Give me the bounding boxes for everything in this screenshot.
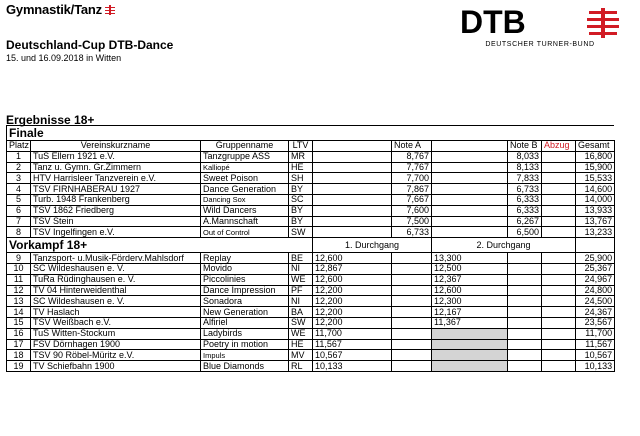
table-row bbox=[7, 216, 615, 227]
d2-cell-empty bbox=[432, 339, 508, 350]
empty-cell bbox=[542, 339, 576, 350]
vorkampf-heading-row bbox=[7, 238, 615, 253]
verein-cell: TV Schiefbahn 1900 bbox=[31, 361, 201, 372]
empty-cell bbox=[313, 173, 392, 184]
note-a-cell: 7,700 bbox=[392, 173, 432, 184]
platz-cell: 12 bbox=[7, 285, 31, 296]
empty-cell bbox=[392, 253, 432, 264]
abzug-cell bbox=[542, 173, 576, 184]
note-a-cell: 7,600 bbox=[392, 205, 432, 216]
empty-cell bbox=[542, 350, 576, 361]
table-row bbox=[7, 263, 615, 274]
gruppe-cell: Movido bbox=[201, 263, 289, 274]
ltv-cell: MR bbox=[289, 151, 313, 162]
platz-cell: 2 bbox=[7, 162, 31, 173]
empty-cell bbox=[542, 328, 576, 339]
gesamt-cell: 15,533 bbox=[576, 173, 615, 184]
verein-cell: Tanzsport- u.Musik-Förderv.Mahlsdorf bbox=[31, 253, 201, 264]
gesamt-cell: 13,933 bbox=[576, 205, 615, 216]
col-header-note-a: Note A bbox=[392, 141, 432, 152]
abzug-cell bbox=[542, 205, 576, 216]
gruppe-cell: Sweet Poison bbox=[201, 173, 289, 184]
note-b-cell: 6,333 bbox=[508, 194, 542, 205]
gesamt-cell: 13,233 bbox=[576, 227, 615, 238]
dtb-small-emblem-icon bbox=[105, 5, 115, 15]
verein-cell: TuS Witten-Stockum bbox=[31, 328, 201, 339]
gruppe-cell: Sonadora bbox=[201, 296, 289, 307]
ltv-cell: SH bbox=[289, 173, 313, 184]
platz-cell: 13 bbox=[7, 296, 31, 307]
gruppe-cell: Alfiriel bbox=[201, 317, 289, 328]
gruppe-cell: Out of Control bbox=[201, 227, 289, 238]
gesamt-cell: 23,567 bbox=[576, 317, 615, 328]
col-header-abzug: Abzug bbox=[542, 141, 576, 152]
table-row bbox=[7, 227, 615, 238]
empty-cell bbox=[508, 263, 542, 274]
d1-cell: 10,567 bbox=[313, 350, 392, 361]
empty-cell bbox=[542, 274, 576, 285]
note-a-cell: 7,667 bbox=[392, 194, 432, 205]
empty-cell bbox=[432, 194, 508, 205]
gruppe-cell: New Generation bbox=[201, 307, 289, 318]
platz-cell: 19 bbox=[7, 361, 31, 372]
d1-cell: 12,200 bbox=[313, 285, 392, 296]
col-header-empty bbox=[432, 141, 508, 152]
table-row bbox=[7, 317, 615, 328]
platz-cell: 9 bbox=[7, 253, 31, 264]
empty-cell bbox=[313, 216, 392, 227]
empty-cell bbox=[508, 328, 542, 339]
platz-cell: 17 bbox=[7, 339, 31, 350]
d2-cell-empty bbox=[432, 328, 508, 339]
empty-cell bbox=[542, 317, 576, 328]
empty-cell bbox=[508, 296, 542, 307]
ltv-cell: MV bbox=[289, 350, 313, 361]
d1-cell: 12,600 bbox=[313, 253, 392, 264]
vorkampf-heading: Vorkampf 18+ bbox=[7, 238, 313, 253]
ltv-cell: BE bbox=[289, 253, 313, 264]
empty-cell bbox=[542, 307, 576, 318]
verein-cell: TSV Weißbach e.V. bbox=[31, 317, 201, 328]
ltv-cell: PF bbox=[289, 285, 313, 296]
gruppe-cell: Dance Generation bbox=[201, 184, 289, 195]
table-row bbox=[7, 194, 615, 205]
abzug-cell bbox=[542, 151, 576, 162]
finale-header-row bbox=[7, 141, 615, 152]
finale-heading-row bbox=[7, 126, 615, 141]
platz-cell: 15 bbox=[7, 317, 31, 328]
ltv-cell: BY bbox=[289, 205, 313, 216]
empty-cell bbox=[508, 307, 542, 318]
gesamt-cell: 15,900 bbox=[576, 162, 615, 173]
empty-cell bbox=[542, 285, 576, 296]
ltv-cell: NI bbox=[289, 263, 313, 274]
platz-cell: 14 bbox=[7, 307, 31, 318]
ltv-cell: BY bbox=[289, 184, 313, 195]
empty-cell bbox=[392, 361, 432, 372]
empty-cell bbox=[392, 274, 432, 285]
empty-cell bbox=[542, 361, 576, 372]
ltv-cell: SW bbox=[289, 227, 313, 238]
verein-cell: TV Haslach bbox=[31, 307, 201, 318]
ltv-cell: SC bbox=[289, 194, 313, 205]
gruppe-cell: Replay bbox=[201, 253, 289, 264]
dtb-emblem-icon bbox=[586, 8, 620, 38]
gesamt-cell: 24,500 bbox=[576, 296, 615, 307]
empty-cell bbox=[508, 339, 542, 350]
col-header-empty bbox=[313, 141, 392, 152]
d1-cell: 10,133 bbox=[313, 361, 392, 372]
empty-cell bbox=[508, 317, 542, 328]
ltv-cell: WE bbox=[289, 274, 313, 285]
gruppe-cell: Poetry in motion bbox=[201, 339, 289, 350]
gesamt-cell: 24,967 bbox=[576, 274, 615, 285]
note-b-cell: 6,267 bbox=[508, 216, 542, 227]
gruppe-cell: Kalliopé bbox=[201, 162, 289, 173]
verein-cell: TSV Stein bbox=[31, 216, 201, 227]
logo-text: Gymnastik/Tanz bbox=[6, 2, 102, 17]
dtb-subtitle: DEUTSCHER TURNER-BUND bbox=[485, 41, 595, 48]
platz-cell: 5 bbox=[7, 194, 31, 205]
verein-cell: SC Wildeshausen e. V. bbox=[31, 296, 201, 307]
platz-cell: 18 bbox=[7, 350, 31, 361]
empty-cell bbox=[432, 173, 508, 184]
ltv-cell: BA bbox=[289, 307, 313, 318]
table-row bbox=[7, 253, 615, 264]
platz-cell: 16 bbox=[7, 328, 31, 339]
empty-cell bbox=[392, 317, 432, 328]
gesamt-cell: 14,000 bbox=[576, 194, 615, 205]
verein-cell: HTV Harrisleer Tanzverein e.V. bbox=[31, 173, 201, 184]
platz-cell: 7 bbox=[7, 216, 31, 227]
results-heading: Ergebnisse 18+ bbox=[6, 113, 95, 127]
empty-cell bbox=[313, 205, 392, 216]
empty-cell bbox=[392, 296, 432, 307]
gesamt-cell: 25,900 bbox=[576, 253, 615, 264]
note-a-cell: 6,733 bbox=[392, 227, 432, 238]
gruppe-cell: Dance Impression bbox=[201, 285, 289, 296]
gruppe-cell: Wild Dancers bbox=[201, 205, 289, 216]
note-b-cell: 8,033 bbox=[508, 151, 542, 162]
platz-cell: 4 bbox=[7, 184, 31, 195]
gruppe-cell: Tanzgruppe ASS bbox=[201, 151, 289, 162]
d2-cell: 12,500 bbox=[432, 263, 508, 274]
durchgang-1-label: 1. Durchgang bbox=[313, 238, 432, 253]
empty-cell bbox=[313, 162, 392, 173]
platz-cell: 8 bbox=[7, 227, 31, 238]
table-row bbox=[7, 328, 615, 339]
empty-cell bbox=[432, 162, 508, 173]
empty-cell bbox=[508, 274, 542, 285]
empty-cell bbox=[508, 350, 542, 361]
table-row bbox=[7, 173, 615, 184]
table-row bbox=[7, 274, 615, 285]
verein-cell: Tanz u. Gymn. Gr.Zimmern bbox=[31, 162, 201, 173]
col-header-gruppe: Gruppenname bbox=[201, 141, 289, 152]
empty-cell bbox=[508, 253, 542, 264]
d2-cell: 12,300 bbox=[432, 296, 508, 307]
gesamt-cell: 25,367 bbox=[576, 263, 615, 274]
note-a-cell: 7,500 bbox=[392, 216, 432, 227]
abzug-cell bbox=[542, 162, 576, 173]
dtb-logo bbox=[460, 6, 620, 50]
table-row bbox=[7, 205, 615, 216]
verein-cell: TSV FIRNHABERAU 1927 bbox=[31, 184, 201, 195]
table-row bbox=[7, 350, 615, 361]
d2-cell: 13,300 bbox=[432, 253, 508, 264]
abzug-cell bbox=[542, 184, 576, 195]
empty-cell bbox=[432, 205, 508, 216]
verein-cell: FSV Dörnhagen 1900 bbox=[31, 339, 201, 350]
empty-cell bbox=[392, 350, 432, 361]
abzug-cell bbox=[542, 227, 576, 238]
note-b-cell: 6,733 bbox=[508, 184, 542, 195]
d1-cell: 12,867 bbox=[313, 263, 392, 274]
ltv-cell: WE bbox=[289, 328, 313, 339]
gesamt-cell: 11,567 bbox=[576, 339, 615, 350]
empty-cell bbox=[432, 227, 508, 238]
gruppe-cell: Dancing Sox bbox=[201, 194, 289, 205]
table-row bbox=[7, 151, 615, 162]
d2-cell-empty bbox=[432, 361, 508, 372]
note-b-cell: 6,333 bbox=[508, 205, 542, 216]
gruppe-cell: A.Mannschaft bbox=[201, 216, 289, 227]
empty-cell bbox=[392, 263, 432, 274]
gruppe-cell: Blue Diamonds bbox=[201, 361, 289, 372]
empty-cell bbox=[542, 263, 576, 274]
gesamt-cell: 10,133 bbox=[576, 361, 615, 372]
gesamt-cell: 10,567 bbox=[576, 350, 615, 361]
empty-cell bbox=[508, 285, 542, 296]
table-row bbox=[7, 339, 615, 350]
note-b-cell: 6,500 bbox=[508, 227, 542, 238]
platz-cell: 1 bbox=[7, 151, 31, 162]
verein-cell: Turb. 1948 Frankenberg bbox=[31, 194, 201, 205]
verein-cell: TuRa Rüdinghausen e. V. bbox=[31, 274, 201, 285]
gruppe-cell: Impuls bbox=[201, 350, 289, 361]
gruppe-cell: Piccolinies bbox=[201, 274, 289, 285]
dtb-brand: DTB bbox=[460, 4, 526, 40]
abzug-cell bbox=[542, 216, 576, 227]
d1-cell: 12,200 bbox=[313, 296, 392, 307]
col-header-platz: Platz bbox=[7, 141, 31, 152]
d1-cell: 11,567 bbox=[313, 339, 392, 350]
verein-cell: TSV 90 Röbel-Müritz e.V. bbox=[31, 350, 201, 361]
d2-cell: 12,600 bbox=[432, 285, 508, 296]
table-row bbox=[7, 285, 615, 296]
d1-cell: 12,200 bbox=[313, 317, 392, 328]
empty-cell bbox=[432, 184, 508, 195]
ltv-cell: HE bbox=[289, 339, 313, 350]
gesamt-cell: 13,767 bbox=[576, 216, 615, 227]
col-header-gesamt: Gesamt bbox=[576, 141, 615, 152]
results-table bbox=[6, 126, 615, 372]
note-b-cell: 8,133 bbox=[508, 162, 542, 173]
empty-cell bbox=[542, 296, 576, 307]
empty-cell bbox=[542, 253, 576, 264]
platz-cell: 3 bbox=[7, 173, 31, 184]
d1-cell: 12,200 bbox=[313, 307, 392, 318]
verein-cell: TV 04 Hinterweidenthal bbox=[31, 285, 201, 296]
empty-cell bbox=[313, 194, 392, 205]
col-header-verein: Vereinskurzname bbox=[31, 141, 201, 152]
gesamt-cell: 24,800 bbox=[576, 285, 615, 296]
table-row bbox=[7, 307, 615, 318]
note-a-cell: 7,767 bbox=[392, 162, 432, 173]
empty-cell bbox=[576, 238, 615, 253]
ltv-cell: BY bbox=[289, 216, 313, 227]
d2-cell: 12,167 bbox=[432, 307, 508, 318]
gruppe-cell: Ladybirds bbox=[201, 328, 289, 339]
empty-cell bbox=[392, 328, 432, 339]
page-title: Deutschland-Cup DTB-Dance bbox=[6, 38, 174, 52]
page-subtitle: 15. und 16.09.2018 in Witten bbox=[6, 53, 122, 63]
ltv-cell: SW bbox=[289, 317, 313, 328]
note-a-cell: 8,767 bbox=[392, 151, 432, 162]
gesamt-cell: 16,800 bbox=[576, 151, 615, 162]
verein-cell: SC Wildeshausen e. V. bbox=[31, 263, 201, 274]
d1-cell: 11,700 bbox=[313, 328, 392, 339]
verein-cell: TuS Ellern 1921 e.V. bbox=[31, 151, 201, 162]
gesamt-cell: 14,600 bbox=[576, 184, 615, 195]
empty-cell bbox=[392, 285, 432, 296]
table-row bbox=[7, 162, 615, 173]
platz-cell: 11 bbox=[7, 274, 31, 285]
table-row bbox=[7, 296, 615, 307]
gesamt-cell: 24,367 bbox=[576, 307, 615, 318]
verein-cell: TSV Ingelfingen e.V. bbox=[31, 227, 201, 238]
col-header-ltv: LTV bbox=[289, 141, 313, 152]
d2-cell-empty bbox=[432, 350, 508, 361]
col-header-note-b: Note B bbox=[508, 141, 542, 152]
gesamt-cell: 11,700 bbox=[576, 328, 615, 339]
platz-cell: 6 bbox=[7, 205, 31, 216]
note-a-cell: 7,867 bbox=[392, 184, 432, 195]
table-row bbox=[7, 184, 615, 195]
note-b-cell: 7,833 bbox=[508, 173, 542, 184]
d2-cell: 11,367 bbox=[432, 317, 508, 328]
empty-cell bbox=[508, 361, 542, 372]
finale-heading: Finale bbox=[7, 126, 615, 141]
empty-cell bbox=[313, 184, 392, 195]
ltv-cell: RL bbox=[289, 361, 313, 372]
d2-cell: 12,367 bbox=[432, 274, 508, 285]
empty-cell bbox=[392, 307, 432, 318]
ltv-cell: HE bbox=[289, 162, 313, 173]
abzug-cell bbox=[542, 194, 576, 205]
table-row bbox=[7, 361, 615, 372]
durchgang-2-label: 2. Durchgang bbox=[432, 238, 576, 253]
empty-cell bbox=[432, 151, 508, 162]
empty-cell bbox=[392, 339, 432, 350]
empty-cell bbox=[313, 151, 392, 162]
ltv-cell: NI bbox=[289, 296, 313, 307]
empty-cell bbox=[432, 216, 508, 227]
verein-cell: TSV 1862 Friedberg bbox=[31, 205, 201, 216]
d1-cell: 12,600 bbox=[313, 274, 392, 285]
gymnastik-tanz-logo bbox=[6, 2, 115, 17]
empty-cell bbox=[313, 227, 392, 238]
platz-cell: 10 bbox=[7, 263, 31, 274]
